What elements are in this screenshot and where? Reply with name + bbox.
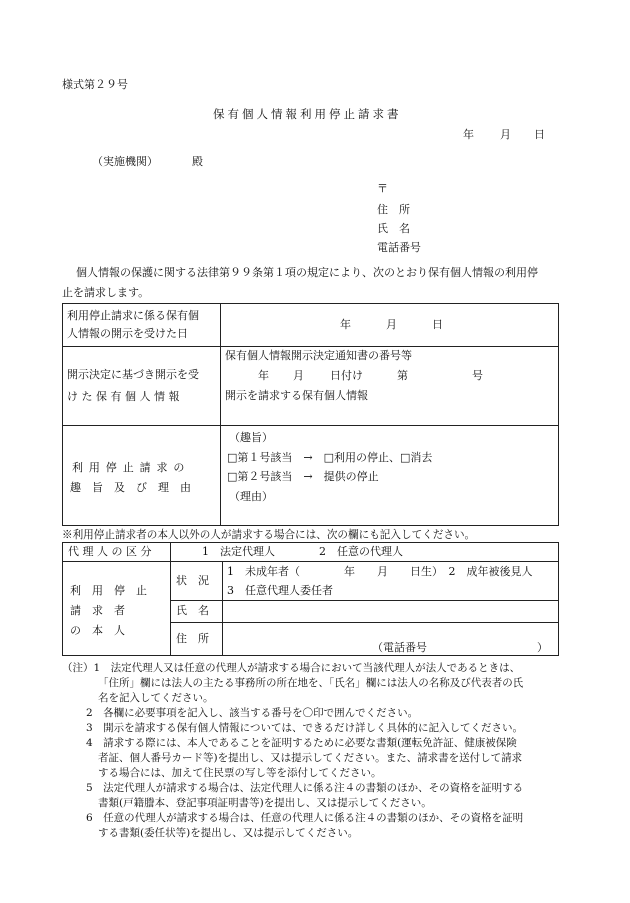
agent-note: ※利用停止請求者の本人以外の人が請求する場合には、次の欄にも記入してください。 bbox=[62, 529, 476, 541]
row1-month: 月 bbox=[386, 318, 397, 331]
row1-day: 日 bbox=[432, 318, 443, 331]
note-line: 4 請求する際には、本人であることを証明するために必要な書類(運転免許証、健康被保険 bbox=[86, 737, 517, 749]
row1-label-line1: 利用停止請求に係る保有個 bbox=[67, 309, 199, 322]
note-line: 2 各欄に必要事項を記入し、該当する番号を〇印で囲んでください。 bbox=[86, 707, 419, 719]
agent-table-row-line bbox=[170, 622, 559, 623]
row2-target: 開示を請求する保有個人情報 bbox=[225, 389, 368, 402]
agent-table-divider bbox=[170, 542, 171, 656]
purpose-option-1: □第１号該当 → □利用の停止、□消去 bbox=[227, 451, 433, 464]
principal-label-line1: 利 用 停 止 bbox=[70, 584, 147, 597]
requester-name-label: 氏 名 bbox=[377, 222, 410, 235]
date-day: 日 bbox=[534, 128, 545, 141]
agent-table-divider-2 bbox=[222, 561, 223, 656]
agent-table-row-line bbox=[170, 600, 559, 601]
principal-label-line2: 請 求 者 bbox=[70, 604, 125, 617]
purpose-heading: （趣旨） bbox=[229, 431, 273, 444]
date-month: 月 bbox=[500, 128, 511, 141]
note-line: 者証、個人番号カード等)を提出し、又は提示してください。また、請求書を送付して請求 bbox=[98, 752, 523, 764]
row2-no-prefix: 第 bbox=[397, 369, 408, 382]
table-row-line bbox=[62, 425, 559, 426]
form-number: 様式第２９号 bbox=[62, 78, 128, 91]
phone-label: （電話番号 ） bbox=[372, 641, 548, 654]
note-line: する書類(委任状等)を提出し、又は提示してください。 bbox=[98, 827, 359, 839]
row2-no-suffix: 号 bbox=[472, 369, 483, 382]
note-line: する場合には、加えて住民票の写し等を添付してください。 bbox=[98, 767, 382, 779]
row2-notice: 保有個人情報開示決定通知書の番号等 bbox=[225, 349, 412, 362]
purpose-option-2: □第２号該当 → 提供の停止 bbox=[227, 470, 379, 483]
intro-line-1: 個人情報の保護に関する法律第９９条第１項の規定により、次のとおり保有個人情報の利用停 bbox=[76, 266, 538, 279]
requester-address-label: 住 所 bbox=[377, 203, 410, 216]
row2-month: 月 bbox=[293, 369, 304, 382]
row2-label-line1: 開示決定に基づき開示を受 bbox=[67, 368, 199, 381]
row3-label-line1: 利 用 停 止 請 求 の bbox=[72, 461, 186, 474]
note-line: 3 開示を請求する保有個人情報については、できるだけ詳しく具体的に記入してください。 bbox=[86, 722, 523, 734]
note-line: （注）1 法定代理人又は任意の代理人が請求する場合において当該代理人が法人であるときは、 bbox=[62, 662, 521, 674]
page-title: 保有個人情報利用停止請求書 bbox=[213, 107, 402, 121]
note-line: 名を記入してください。 bbox=[98, 692, 214, 704]
note-line: 書類(戸籍謄本、登記事項証明書等)を提出し、又は提示してください。 bbox=[98, 797, 432, 809]
row2-year: 年 bbox=[258, 369, 269, 382]
addressee-honorific: 殿 bbox=[192, 155, 203, 168]
agent-table-row-line bbox=[62, 561, 559, 562]
status-label: 状 況 bbox=[176, 574, 209, 587]
agent-type-options: 1 法定代理人 2 任意の代理人 bbox=[202, 545, 403, 558]
name-label: 氏 名 bbox=[176, 604, 209, 617]
note-line: 6 任意の代理人が請求する場合は、任意の代理人に係る注４の書類のほか、その資格を証明 bbox=[86, 812, 524, 824]
reason-heading: （理由） bbox=[229, 490, 273, 503]
row1-year: 年 bbox=[340, 318, 351, 331]
intro-line-2: 止を請求します。 bbox=[62, 286, 150, 299]
note-line: 「住所」欄には法人の主たる事務所の所在地を、「氏名」欄には法人の名称及び代表者の氏 bbox=[98, 677, 524, 689]
requester-phone-label: 電話番号 bbox=[377, 241, 421, 254]
status-line-1: 1 未成年者（ 年 月 日生） 2 成年被後見人 bbox=[227, 565, 533, 578]
status-line-2: 3 任意代理人委任者 bbox=[227, 584, 333, 597]
table-row-line bbox=[62, 346, 559, 347]
row2-day: 日付け bbox=[330, 369, 363, 382]
table-divider bbox=[220, 303, 221, 526]
agent-type-label: 代 理 人 の 区 分 bbox=[68, 545, 152, 558]
agent-table bbox=[62, 542, 559, 656]
postal-mark: 〒 bbox=[377, 182, 388, 195]
address-label: 住 所 bbox=[176, 632, 209, 645]
addressee-org: （実施機関） bbox=[92, 155, 158, 168]
row2-label-line2: け た 保 有 個 人 情 報 bbox=[67, 390, 180, 403]
note-line: 5 法定代理人が請求する場合は、法定代理人に係る注４の書類のほか、その資格を証明する bbox=[86, 782, 524, 794]
row3-label-line2: 趣 旨 及 び 理 由 bbox=[70, 481, 191, 494]
principal-label-line3: の 本 人 bbox=[70, 624, 125, 637]
row1-label-line2: 人情報の開示を受けた日 bbox=[67, 327, 188, 340]
date-year: 年 bbox=[463, 128, 474, 141]
